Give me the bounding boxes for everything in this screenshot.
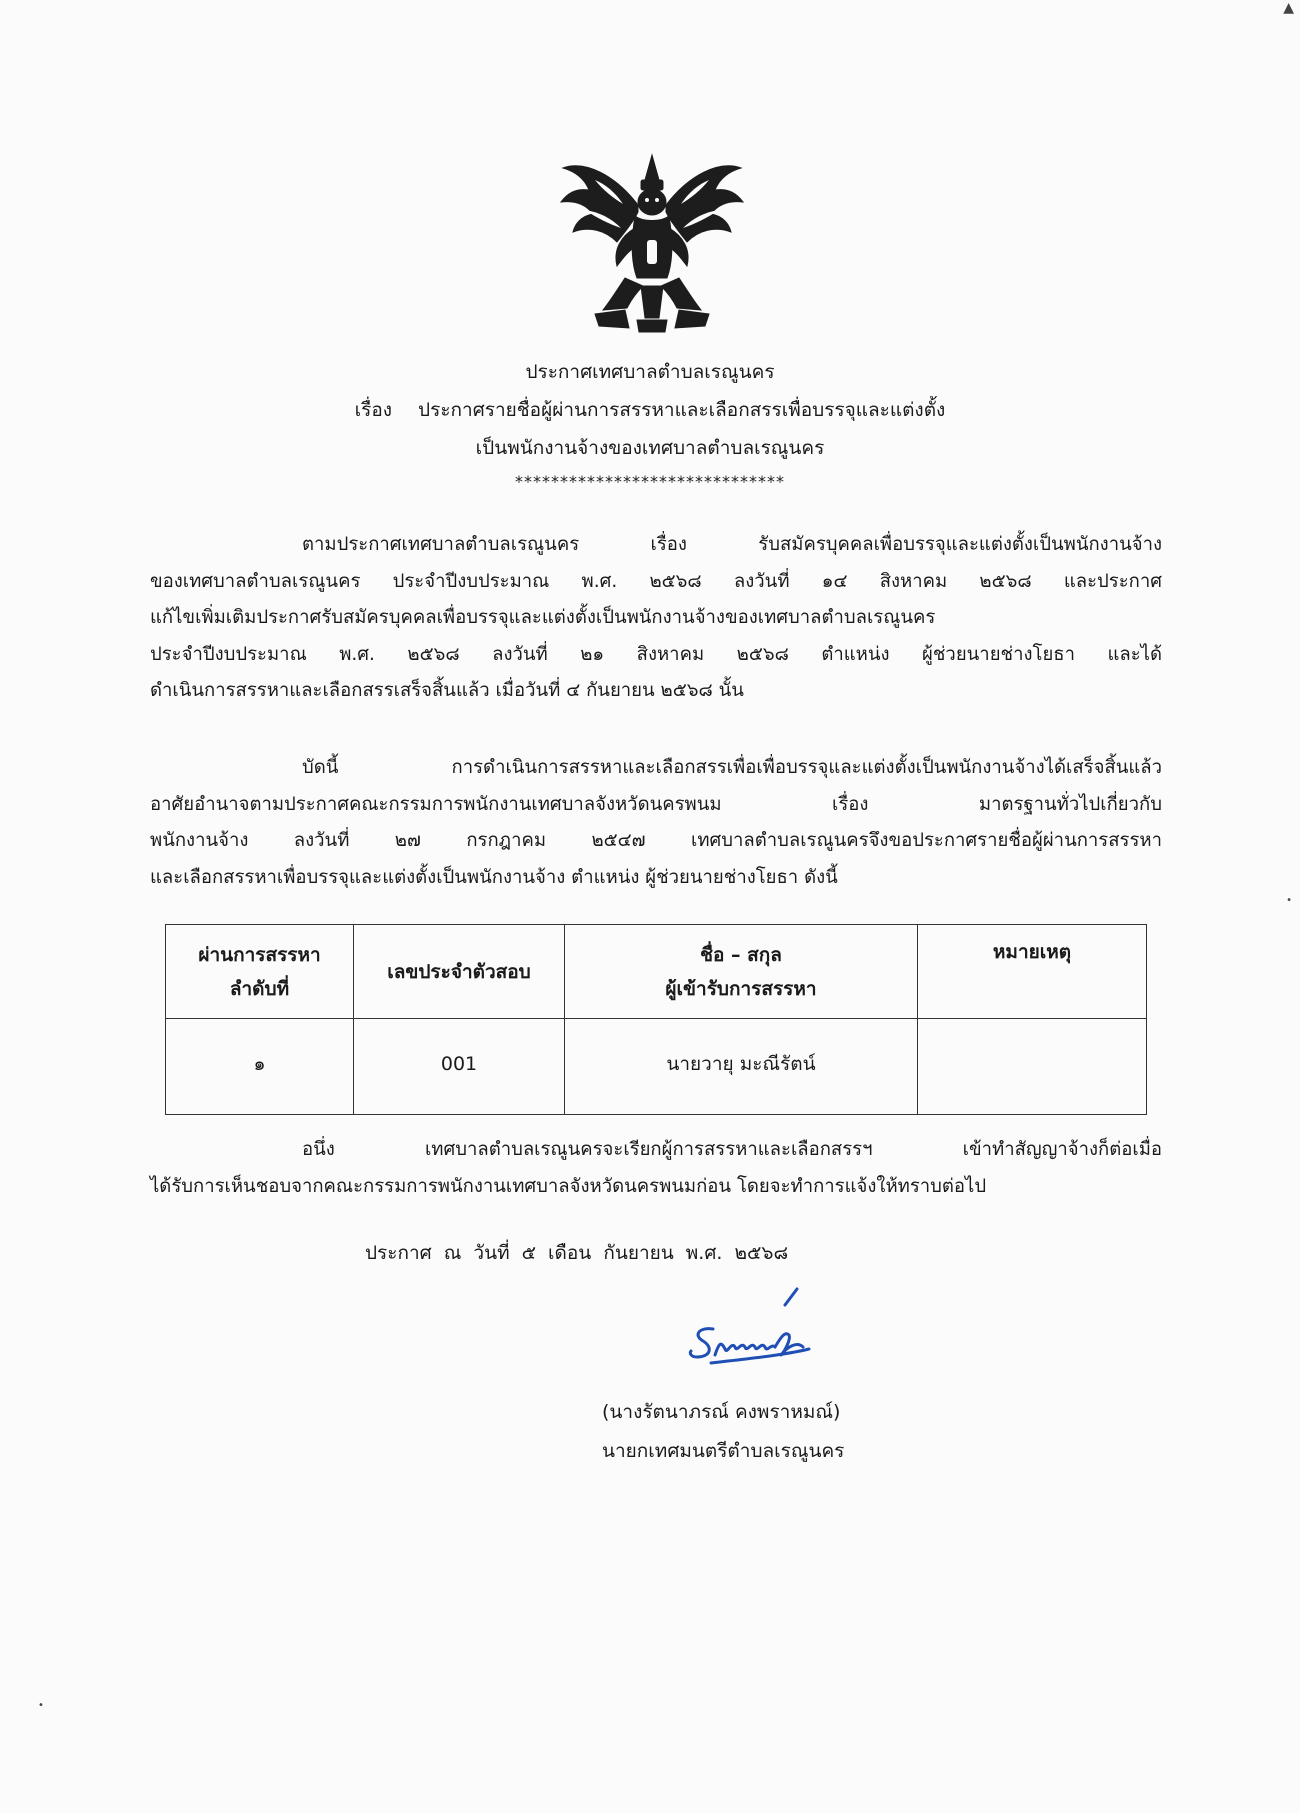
paragraph-line: พนักงานจ้าง ลงวันที่ ๒๗ กรกฎาคม ๒๕๔๗ เทศบาลตำบลเรณูนครจึงขอประกาศรายชื่อผู้ผ่านการสรรหา bbox=[150, 830, 1162, 851]
subject-label: เรื่อง bbox=[354, 399, 393, 421]
separator: ****************************** bbox=[515, 472, 785, 491]
header-name: ชื่อ – สกุล ผู้เข้ารับการสรรหา bbox=[565, 925, 918, 1019]
paragraph-line: ดำเนินการสรรหาและเลือกสรรเสร็จสิ้นแล้ว เมื่อวันที่ ๔ กันยายน ๒๕๖๘ นั้น bbox=[150, 680, 744, 701]
subject-line-2: เป็นพนักงานจ้างของเทศบาลตำบลเรณูนคร bbox=[475, 437, 825, 459]
results-table bbox=[165, 924, 1147, 1115]
cell-remark bbox=[918, 1019, 1147, 1115]
paragraph-line: ได้รับการเห็นชอบจากคณะกรรมการพนักงานเทศบาลจังหวัดนครพนมก่อน โดยจะทำการแจ้งให้ทราบต่อไป bbox=[150, 1175, 987, 1197]
paragraph-1 bbox=[150, 527, 1162, 710]
cell-rank: ๑ bbox=[166, 1019, 354, 1115]
table-row bbox=[166, 1019, 1147, 1115]
paragraph-line: ของเทศบาลตำบลเรณูนคร ประจำปีงบประมาณ พ.ศ. ๒๕๖๘ ลงวันที่ ๑๔ สิงหาคม ๒๕๖๘ และประกาศ bbox=[150, 570, 1162, 592]
header-exam-id: เลขประจำตัวสอบ bbox=[354, 925, 565, 1019]
paragraph-line: แก้ไขเพิ่มเติมประกาศรับสมัครบุคคลเพื่อบรรจุและแต่งตั้งเป็นพนักงานจ้างของเทศบาลตำบลเรณูนคร bbox=[150, 607, 936, 628]
cell-name: นายวายุ มะณีรัตน์ bbox=[565, 1019, 918, 1115]
paragraph-line: บัดนี้ การดำเนินการสรรหาและเลือกสรรเพื่อเพื่อบรรจุและแต่งตั้งเป็นพนักงานจ้างได้เสร็จสิ้นแล้ว bbox=[302, 757, 1162, 778]
paragraph-line: อาศัยอำนาจตามประกาศคณะกรรมการพนักงานเทศบาลจังหวัดนครพนม เรื่อง มาตรฐานทั่วไปเกี่ยวกับ bbox=[150, 793, 1162, 815]
cell-exam-id: 001 bbox=[354, 1019, 565, 1115]
paragraph-line: ตามประกาศเทศบาลตำบลเรณูนคร เรื่อง รับสมัครบุคคลเพื่อบรรจุและแต่งตั้งเป็นพนักงานจ้าง bbox=[302, 534, 1162, 555]
header-remark: หมายเหตุ bbox=[918, 925, 1147, 1019]
paragraph-3 bbox=[150, 1132, 1162, 1205]
paragraph-2 bbox=[150, 750, 1162, 896]
scan-mark: ▲ bbox=[1283, 0, 1294, 16]
paragraph-line: และเลือกสรรหาเพื่อบรรจุและแต่งตั้งเป็นพนักงานจ้าง ตำแหน่ง ผู้ช่วยนายช่างโยธา ดังนี้ bbox=[150, 866, 838, 888]
subject-line-1 bbox=[0, 398, 1300, 422]
signer-position: นายกเทศมนตรีตำบลเรณูนคร bbox=[602, 1440, 845, 1462]
table-header-row bbox=[166, 925, 1147, 1019]
signer-name: (นางรัตนาภรณ์ คงพราหมณ์) bbox=[602, 1401, 841, 1423]
announcement-title: ประกาศเทศบาลตำบลเรณูนคร bbox=[525, 361, 775, 383]
paragraph-line: อนึ่ง เทศบาลตำบลเรณูนครจะเรียกผู้การสรรหาและเลือกสรรฯ เข้าทำสัญญาจ้างก็ต่อเมื่อ bbox=[302, 1139, 1162, 1160]
signature-icon bbox=[685, 1285, 830, 1377]
paragraph-line: ประจำปีงบประมาณ พ.ศ. ๒๕๖๘ ลงวันที่ ๒๑ สิงหาคม ๒๕๖๘ ตำแหน่ง ผู้ช่วยนายช่างโยธา และได้ bbox=[150, 643, 1162, 665]
announcement-date: ประกาศ ณ วันที่ ๕ เดือน กันยายน พ.ศ. ๒๕๖๘ bbox=[365, 1242, 789, 1264]
subject-text-1: ประกาศรายชื่อผู้ผ่านการสรรหาและเลือกสรรเพื่อบรรจุและแต่งตั้ง bbox=[418, 399, 946, 421]
header-rank: ผ่านการสรรหา ลำดับที่ bbox=[166, 925, 354, 1019]
garuda-emblem-icon bbox=[555, 150, 750, 335]
scan-mark: • bbox=[38, 1700, 44, 1711]
scan-mark: • bbox=[1286, 895, 1292, 906]
